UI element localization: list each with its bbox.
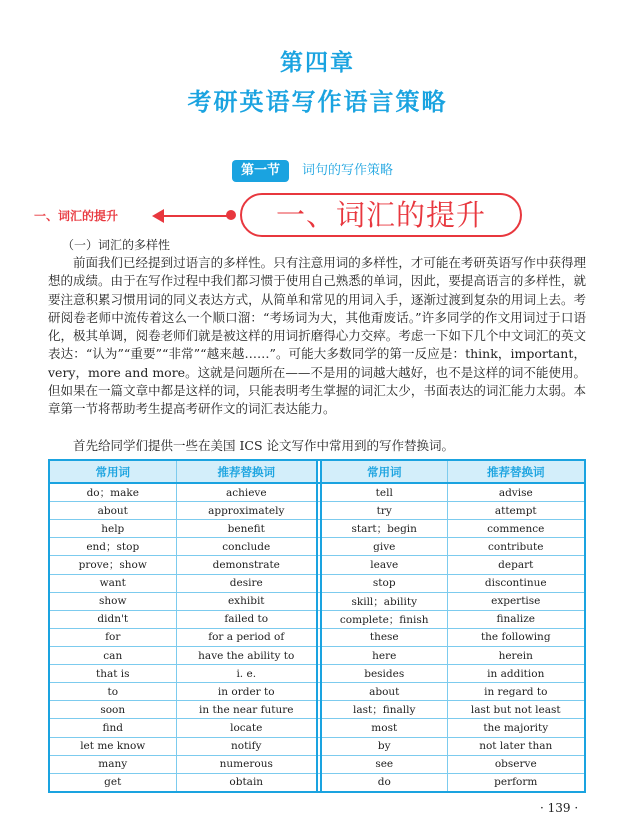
table-row	[50, 773, 584, 791]
replacement-word-cell: conclude	[176, 538, 317, 556]
replacement-word-cell: in addition	[447, 665, 584, 683]
arrow-line	[160, 215, 232, 217]
replacement-word-cell: the majority	[447, 719, 584, 737]
common-word-cell: for	[50, 628, 176, 646]
common-word-cell: try	[321, 502, 447, 520]
table-row	[50, 737, 584, 755]
section-title: 词句的写作策略	[302, 163, 394, 178]
common-word-cell: tell	[321, 483, 447, 502]
word-table-grid	[50, 461, 584, 791]
replacement-word-cell: last but not least	[447, 701, 584, 719]
chapter-title: 考研英语写作语言策略	[187, 88, 448, 116]
replacement-word-cell: attempt	[447, 502, 584, 520]
replacement-word-cell: in order to	[176, 683, 317, 701]
common-word-cell: about	[321, 683, 447, 701]
common-word-cell: get	[50, 773, 176, 791]
body-paragraph: 前面我们已经提到过语言的多样性。只有注意用词的多样性，才可能在考研英语写作中获得理想的成绩。由于在写作过程中我们都习惯于使用自己熟悉的单词，因此，要提高语言的多样性，就要注意积累习惯用词的同义表达方式，从简单和常见的用词入手，逐渐过渡到复杂的用词上去。考研阅卷老师中流传着这么一个顺口溜：“考场词为大，其他甭废话。”许多同学的作文用词过于口语化，极其单调，阅卷老师们就是被这样的用词折磨得心力交瘁。考虑一下如下几个中文词汇的英文表达：“认为”“重要”“非常”“越来越……”。可能大多数同学的第一反应是：think，important，very，more and more。这就是问题所在——不是用的词越大越好，也不是这样的词不能使用。但如果在一篇文章中都是这样的词，只能表明考生掌握的词汇太少，书面表达的词汇能力太弱。本章第一节将帮助考生提高考研作文的词汇表达能力。	[48, 255, 586, 417]
common-word-cell: leave	[321, 556, 447, 574]
common-word-cell: do；make	[86, 487, 139, 500]
section-badge: 第一节	[232, 160, 289, 182]
common-word-cell: end；stop	[50, 538, 176, 556]
common-word-cell: besides	[321, 665, 447, 683]
replacement-word-cell: contribute	[447, 538, 584, 556]
replacement-word-cell: the following	[447, 628, 584, 646]
common-word-cell: can	[50, 646, 176, 664]
replacement-word-cell: notify	[176, 737, 317, 755]
common-word-cell: by	[321, 737, 447, 755]
header-replacement-word: 推荐替换词	[447, 461, 584, 483]
table-row	[50, 502, 584, 520]
replacement-word-cell: in the near future	[176, 701, 317, 719]
replacement-word-cell: commence	[447, 520, 584, 538]
common-word-cell: these	[321, 628, 447, 646]
table-row	[50, 574, 584, 592]
replacement-word-cell: expertise	[447, 592, 584, 610]
replacement-word-cell: approximately	[176, 502, 317, 520]
replacement-word-cell: i. e.	[176, 665, 317, 683]
replacement-word-cell: perform	[447, 773, 584, 791]
replacement-word-cell: for a period of	[176, 628, 317, 646]
common-word-cell: see	[321, 755, 447, 773]
common-word-cell: complete；finish	[321, 610, 447, 628]
common-word-cell: here	[321, 646, 447, 664]
replacement-word-cell: not later than	[447, 737, 584, 755]
header-common-word: 常用词	[50, 461, 176, 483]
table-row	[50, 556, 584, 574]
common-word-cell: help	[50, 520, 176, 538]
callout-box: 一、词汇的提升	[240, 193, 522, 237]
chapter-number: 第四章	[280, 50, 355, 76]
header-replacement-word: 推荐替换词	[176, 461, 317, 483]
table-body	[50, 483, 584, 791]
common-word-cell: most	[321, 719, 447, 737]
common-word-cell: give	[321, 538, 447, 556]
replacement-word-cell: have the ability to	[176, 646, 317, 664]
replacement-word-cell: obtain	[176, 773, 317, 791]
replacement-word-cell: demonstrate	[176, 556, 317, 574]
table-row	[50, 755, 584, 773]
table-row	[50, 646, 584, 664]
replacement-word-cell: desire	[176, 574, 317, 592]
common-word-cell: that is	[50, 665, 176, 683]
common-word-cell: many	[50, 755, 176, 773]
table-header-row	[50, 461, 584, 483]
replacement-word-cell: in regard to	[447, 683, 584, 701]
replacement-word-cell: numerous	[176, 755, 317, 773]
common-word-cell: start；begin	[321, 520, 447, 538]
table-row	[50, 592, 584, 610]
table-row	[50, 520, 584, 538]
sub-heading: （一）词汇的多样性	[62, 238, 171, 252]
table-row	[50, 610, 584, 628]
replacement-word-cell: locate	[176, 719, 317, 737]
table-row	[50, 538, 584, 556]
common-word-cell: last；finally	[321, 701, 447, 719]
replacement-word-cell: achieve	[176, 483, 317, 502]
common-word-cell: skill；ability	[321, 592, 447, 610]
page-number: · 139 ·	[540, 801, 579, 815]
replacement-word-cell: benefit	[176, 520, 317, 538]
table-row	[50, 719, 584, 737]
table-row	[50, 628, 584, 646]
common-word-cell: soon	[50, 701, 176, 719]
table-row	[50, 683, 584, 701]
common-word-cell: about	[50, 502, 176, 520]
replacement-word-cell: discontinue	[447, 574, 584, 592]
common-word-cell: to	[50, 683, 176, 701]
common-word-cell: want	[50, 574, 176, 592]
common-word-cell: find	[50, 719, 176, 737]
common-word-cell: didn't	[50, 610, 176, 628]
replacement-word-cell: exhibit	[176, 592, 317, 610]
intro-paragraph: 首先给同学们提供一些在美国 ICS 论文写作中常用到的写作替换词。	[73, 438, 455, 453]
word-table	[48, 459, 586, 793]
side-heading: 一、词汇的提升	[34, 209, 119, 223]
common-word-cell: prove；show	[50, 556, 176, 574]
common-word-cell: let me know	[50, 737, 176, 755]
common-word-cell: show	[50, 592, 176, 610]
replacement-word-cell: observe	[447, 755, 584, 773]
common-word-cell: do	[321, 773, 447, 791]
header-common-word: 常用词	[321, 461, 447, 483]
table-row	[50, 483, 584, 502]
replacement-word-cell: herein	[447, 646, 584, 664]
replacement-word-cell: failed to	[176, 610, 317, 628]
replacement-word-cell: depart	[447, 556, 584, 574]
arrow-dot-icon	[226, 210, 236, 220]
table-row	[50, 701, 584, 719]
table-row	[50, 665, 584, 683]
common-word-cell: stop	[321, 574, 447, 592]
replacement-word-cell: advise	[447, 483, 584, 502]
replacement-word-cell: finalize	[447, 610, 584, 628]
